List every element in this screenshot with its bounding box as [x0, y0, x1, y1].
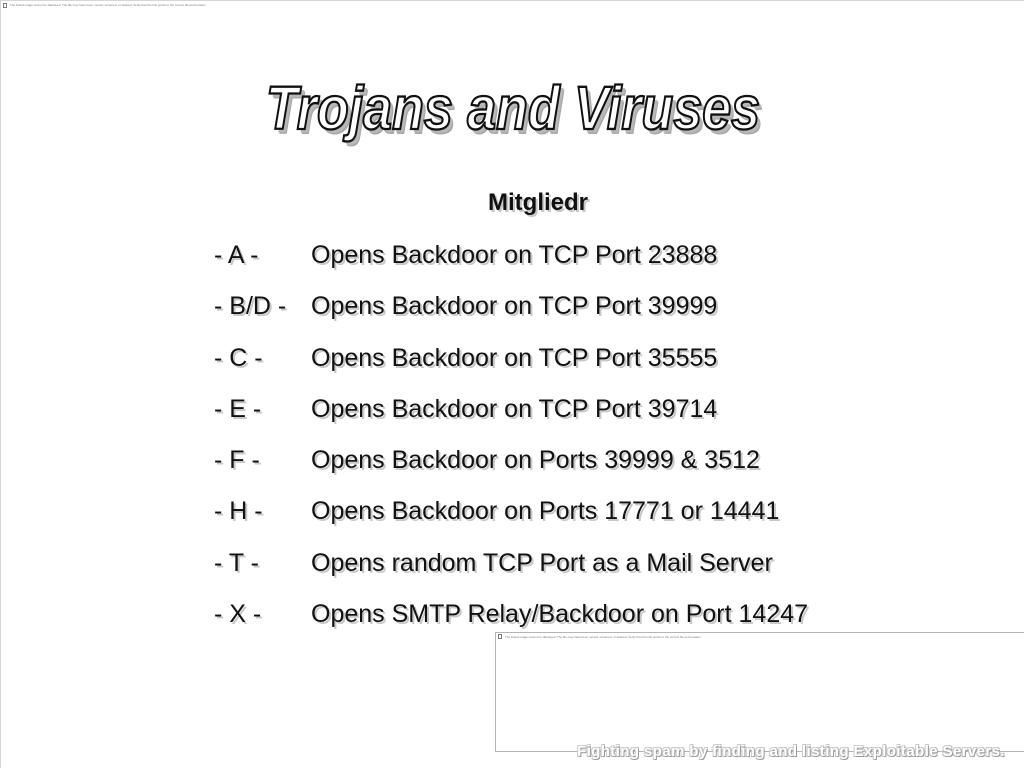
- list-item: [214, 288, 808, 339]
- list-item: [214, 391, 808, 442]
- variant-description: Opens Backdoor on Ports 17771 or 14441: [311, 497, 780, 526]
- list-item: [214, 442, 808, 493]
- broken-image-icon: [498, 634, 502, 639]
- broken-image-icon: [3, 3, 7, 8]
- variant-description: Opens Backdoor on TCP Port 35555: [311, 343, 718, 372]
- list-item: [214, 545, 808, 596]
- slide-title: Trojans and Viruses: [265, 74, 761, 144]
- variant-description: Opens SMTP Relay/Backdoor on Port 14247: [311, 600, 809, 629]
- variant-code: - E -: [214, 394, 262, 423]
- variant-code: - H -: [214, 497, 263, 526]
- variant-description: Opens Backdoor on TCP Port 23888: [311, 241, 718, 269]
- variant-code: - C -: [214, 343, 263, 372]
- variant-code: - X -: [214, 600, 262, 629]
- variant-code: - B/D -: [214, 292, 287, 321]
- variant-code: - A -: [214, 241, 259, 269]
- variant-code: - T -: [214, 548, 259, 577]
- inset-broken-image-caption: The linked image cannot be displayed. The file may have been moved, renamed, or deleted. Verify that the link points to the correct file and location.: [505, 634, 702, 639]
- variant-description: Opens random TCP Port as a Mail Server: [311, 548, 773, 577]
- broken-image-caption: The linked image cannot be displayed. The file may have been moved, renamed, or deleted. Verify that the link points to the correct file and location.: [10, 3, 207, 7]
- footer-tagline: Fighting spam by finding and listing Exploitable Servers.: [577, 743, 1005, 760]
- list-item: [214, 340, 808, 391]
- variant-description: Opens Backdoor on TCP Port 39714: [311, 394, 718, 423]
- variant-description: Opens Backdoor on Ports 39999 & 3512: [311, 446, 760, 475]
- variant-code: - F -: [214, 446, 260, 475]
- list-item: [214, 237, 808, 288]
- trojan-list: [214, 237, 808, 647]
- list-item: [214, 493, 808, 544]
- slide-subheading: Mitgliedr: [488, 189, 588, 216]
- inset-image-frame: [495, 632, 1024, 752]
- inset-broken-image-placeholder: [498, 634, 702, 639]
- broken-image-placeholder: [3, 2, 207, 8]
- variant-description: Opens Backdoor on TCP Port 39999: [311, 292, 718, 321]
